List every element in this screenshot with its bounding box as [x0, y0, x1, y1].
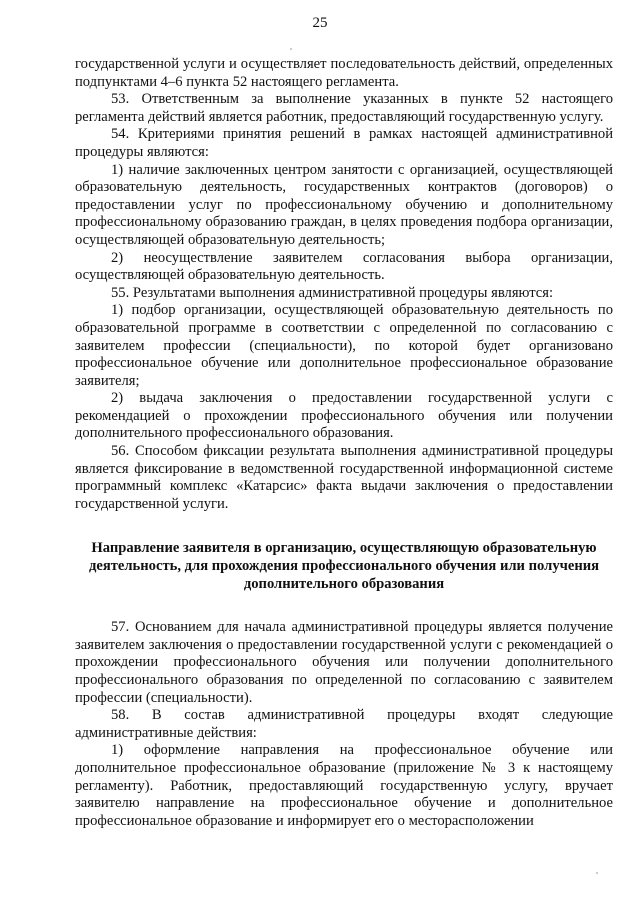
paragraph-58: 58. В состав административной процедуры входят следующие административные действия:	[75, 707, 613, 741]
paragraph-58-item-1: 1) оформление направления на профессиональное обучение или дополнительное профессиональное образование (приложение № 3 к настоящему регламенту). Работник, предоставляющий государственную услугу, вручает заявителю направление на профессиональное обучение и дополнительное профессиональное образование и информирует его о месторасположении	[75, 742, 613, 829]
paragraph-57: 57. Основанием для начала административной процедуры является получение заявителем заключения о предоставлении государственной услуги с рекомендацией о прохождении профессионального обучения или получении дополнительного профессионального образования по определенной по согласованию с заявителем профессии (специальности).	[75, 619, 613, 706]
paragraph-54-item-2: 2) неосуществление заявителем согласования выбора организации, осуществляющей образовательную деятельность.	[75, 249, 613, 284]
page-number: 25	[312, 15, 328, 31]
document-body	[75, 56, 613, 830]
paragraph-54: 54. Критериями принятия решений в рамках настоящей административной процедуры являются:	[75, 126, 613, 160]
paragraph-55-item-1: 1) подбор организации, осуществляющей образовательную деятельность по образовательной программе в соответствии с определенной по согласованию с заявителем профессии (специальности), по которой будет организовано профессиональное обучение или дополнительное профессиональное образование заявителя;	[75, 302, 613, 389]
scan-speck	[290, 48, 292, 50]
scan-speck	[596, 872, 598, 874]
paragraph-53: 53. Ответственным за выполнение указанных в пункте 52 настоящего регламента действий является работник, предоставляющий государственную услугу.	[75, 91, 613, 125]
section-heading: Направление заявителя в организацию, осуществляющую образовательную деятельность, для прохождения профессионального обучения или получения дополнительного образования	[88, 540, 600, 592]
paragraph-54-item-1: 1) наличие заключенных центром занятости с организацией, осуществляющей образовательную деятельность, государственных контрактов (договоров) о предоставлении услуг по профессиональному обучению и дополнительному профессиональному образованию граждан, в целях проведения подбора организации, осуществляющей образовательную деятельность;	[75, 161, 613, 248]
paragraph-continuation: государственной услуги и осуществляет последовательность действий, определенных подпунктами 4–6 пункта 52 настоящего регламента.	[75, 56, 613, 90]
paragraph-55-item-2: 2) выдача заключения о предоставлении государственной услуги с рекомендацией о прохождении профессионального обучения или получении дополнительного профессионального образования.	[75, 390, 613, 442]
paragraph-55: 55. Результатами выполнения административной процедуры являются:	[111, 284, 554, 301]
paragraph-56: 56. Способом фиксации результата выполнения административной процедуры является фиксирование в ведомственной государственной информационной системе программный комплекс «Катарсис» факта выдачи заключения о предоставлении государственной услуги.	[75, 443, 613, 512]
